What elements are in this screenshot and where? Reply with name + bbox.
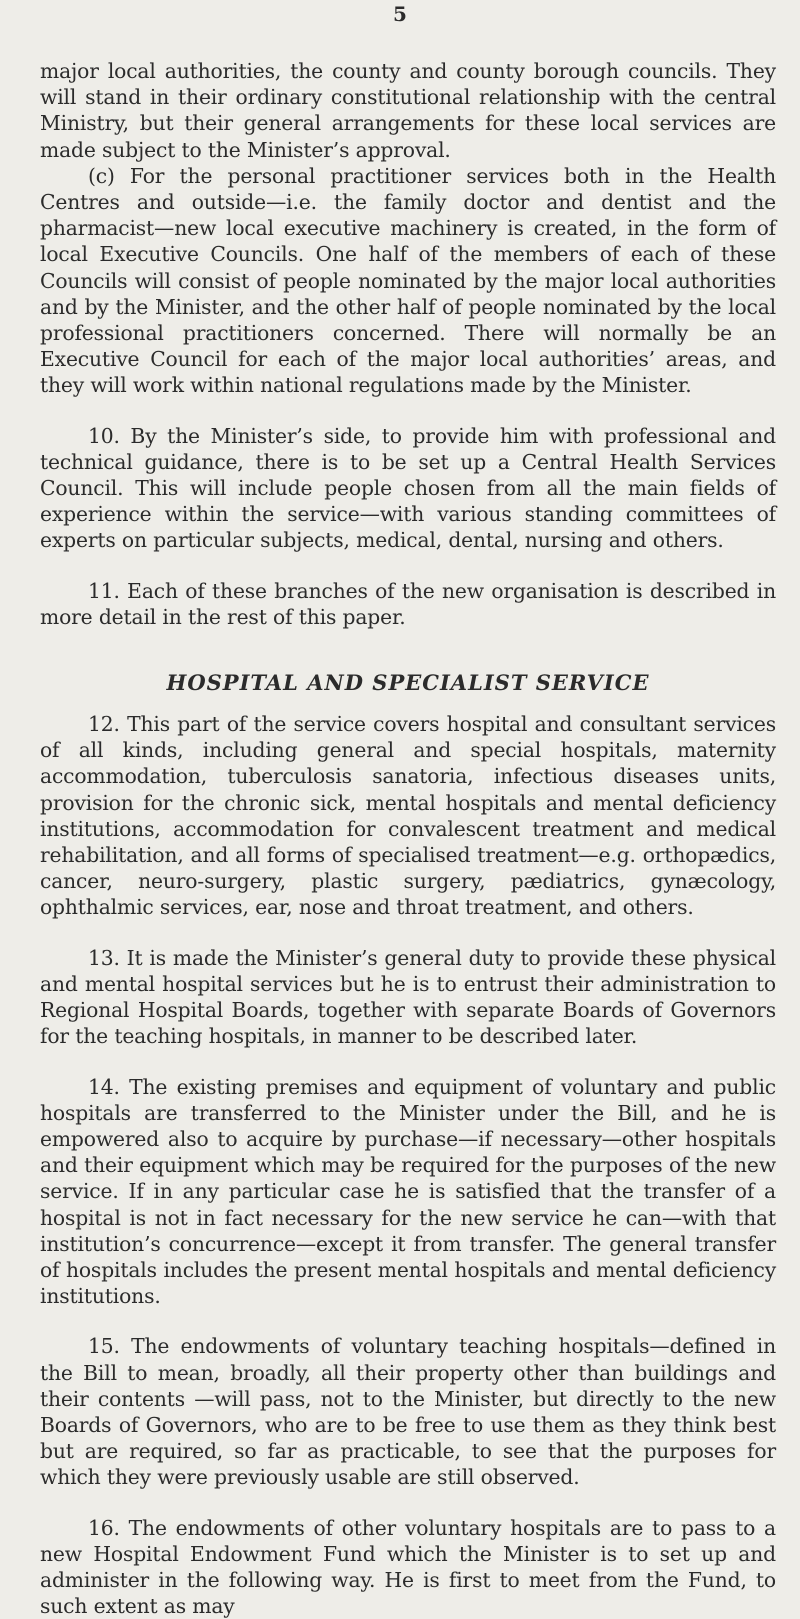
paragraph-11: 11. Each of these branches of the new organisation is described in more detail in the rest of this paper.	[40, 578, 776, 629]
body-text	[40, 58, 776, 1619]
paragraph-16: 16. The endowments of other voluntary hospitals are to pass to a new Hospital Endowment Fund which the Minister is to set up and administer in the following way. He is first to meet from the Fund, to such extent as may	[40, 1515, 776, 1619]
paragraph-15: 15. The endowments of voluntary teaching hospitals—defined in the Bill to mean, broadly, all their property other than buildings and their contents —will pass, not to the Minister, but directly to the new Boards of Governors, who are to be free to use them as they think best but are required, so far as practicable, to see that the purposes for which they were previously usable are still observed.	[40, 1334, 776, 1490]
paragraph-c: (c) For the personal practitioner services both in the Health Centres and outside—i.e. the family doctor and dentist and the pharmacist—new local executive machinery is created, in the form of local Executive Councils. One half of the members of each of these Councils will consist of people nominated by the major local authorities and by the Minister, and the other half of people nominated by the local professional practitioners concerned. There will normally be an Executive Council for each of the major local authorities’ areas, and they will work within national regulations made by the Minister.	[40, 163, 776, 398]
paragraph-continuation: major local authorities, the county and county borough councils. They will stand in their ordinary constitutional relationship with the central Ministry, but their general arrangements for these local services are made subject to the Minister’s approval.	[40, 59, 776, 162]
paragraph-12: 12. This part of the service covers hospital and consultant services of all kinds, including general and special hospitals, maternity accommodation, tuberculosis sanatoria, infectious diseases units, provision for the chronic sick, mental hospitals and mental deficiency institutions, accommodation for convalescent treatment and medical rehabilitation, and all forms of specialised treatment—e.g. orthopædics, cancer, neuro-surgery, plastic surgery, pædiatrics, gynæcology, ophthalmic services, ear, nose and throat treatment, and others.	[40, 712, 776, 920]
paragraph-10: 10. By the Minister’s side, to provide him with professional and technical guidance, there is to be set up a Central Health Services Council. This will include people chosen from all the main fields of experience within the service—with various standing committees of experts on particular subjects, medical, dental, nursing and others.	[40, 423, 776, 553]
page-number: 5	[393, 2, 407, 26]
paragraph-14: 14. The existing premises and equipment of voluntary and public hospitals are transferred to the Minister under the Bill, and he is empowered also to acquire by purchase—if necessary—other hospitals and their equipment which may be required for the purposes of the new service. If in any particular case he is satisfied that the transfer of a hospital is not in fact necessary for the new service he can—with that institution’s concurrence—except it from transfer. The general transfer of hospitals includes the present mental hospitals and mental deficiency institutions.	[40, 1074, 776, 1309]
section-heading: HOSPITAL AND SPECIALIST SERVICE	[166, 670, 650, 696]
paragraph-13: 13. It is made the Minister’s general duty to provide these physical and mental hospital services but he is to entrust their administration to Regional Hospital Boards, together with separate Boards of Governors for the teaching hospitals, in manner to be described later.	[40, 945, 776, 1049]
